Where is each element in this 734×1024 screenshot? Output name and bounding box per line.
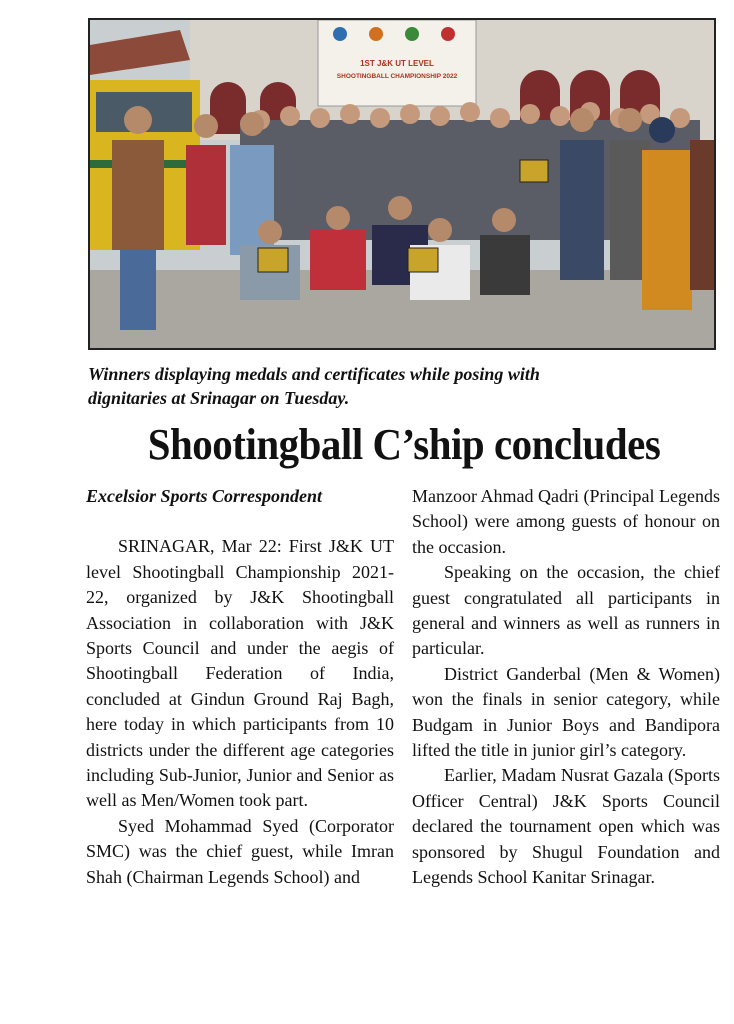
banner-line-1: 1ST J&K UT LEVEL — [360, 59, 434, 68]
caption-line-2: dignitaries at Srinagar on Tuesday. — [88, 388, 350, 408]
article-left-column — [86, 484, 394, 890]
news-photo — [88, 18, 716, 350]
article-right-column — [412, 484, 720, 891]
byline: Excelsior Sports Correspondent — [86, 486, 323, 506]
photo-caption — [88, 362, 720, 410]
article-paragraph: Speaking on the occasion, the chief guest congratulated all participants in general and winners as well as runners in particular. — [412, 562, 720, 659]
group-photo-illustration — [90, 20, 714, 348]
article-paragraph: Manzoor Ahmad Qadri (Principal Legends School) were among guests of honour on the occasion. — [412, 486, 720, 557]
banner-line-2: SHOOTINGBALL CHAMPIONSHIP 2022 — [336, 73, 458, 80]
article-paragraph: SRINAGAR, Mar 22: First J&K UT level Shootingball Championship 2021-22, organized by J&K Shootingball Association in collaboration with J&K Sports Council and under the aegis of Shootingball Federation of India, concluded at Gindun Ground Raj Bagh, here today in which participants from 10 districts under the different age categories including Sub-Junior, Junior and Senior as well as Men/Women took part. — [86, 536, 394, 811]
caption-line-1: Winners displaying medals and certificates while posing with — [88, 364, 540, 384]
article-paragraph: Syed Mohammad Syed (Corporator SMC) was the chief guest, while Imran Shah (Chairman Legends School) and — [86, 815, 394, 887]
article-paragraph: Earlier, Madam Nusrat Gazala (Sports Officer Central) J&K Sports Council declared the tournament open which was sponsored by Shugul Foundation and Legends School Kanitar Srinagar. — [412, 765, 720, 888]
article-paragraph: District Ganderbal (Men & Women) won the finals in senior category, while Budgam in Junior Boys and Bandipora lifted the title in junior girl’s category. — [412, 663, 720, 761]
headline: Shootingball C’ship concludes — [147, 420, 661, 469]
